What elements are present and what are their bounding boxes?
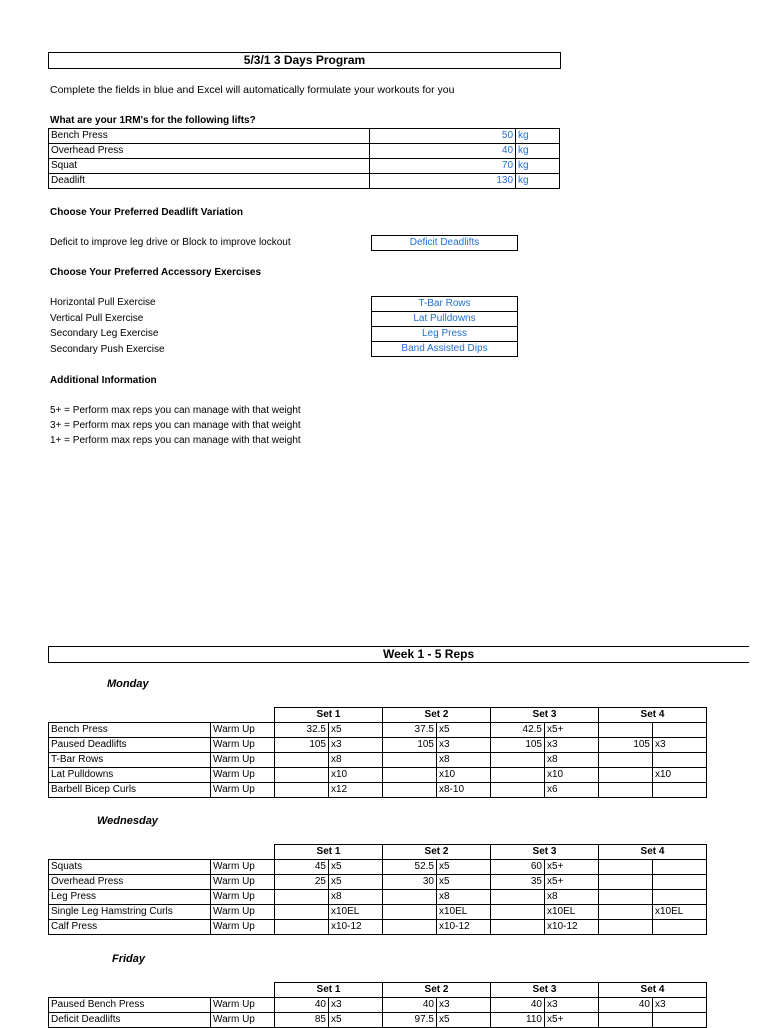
set-weight: 42.5: [491, 723, 545, 738]
header-blank: [49, 845, 211, 860]
set-weight: 45: [275, 860, 329, 875]
exercise-row: [49, 753, 707, 768]
set-reps: x5+: [545, 875, 599, 890]
set-reps: x5: [329, 1013, 383, 1028]
set-reps: x5+: [545, 860, 599, 875]
set-weight: [491, 890, 545, 905]
set-header: Set 3: [491, 845, 599, 860]
set-weight: [383, 753, 437, 768]
rm-value-input[interactable]: 70: [370, 159, 516, 174]
set-weight: [599, 860, 653, 875]
exercise-row: [49, 875, 707, 890]
set-weight: 97.5: [383, 1013, 437, 1028]
set-weight: [383, 768, 437, 783]
week-title: Week 1 - 5 Reps: [383, 647, 475, 661]
set-reps: [653, 1013, 707, 1028]
set-reps: x10-12: [329, 920, 383, 935]
set-reps: x10EL: [329, 905, 383, 920]
day-label: Friday: [112, 953, 146, 965]
exercise-row: [49, 723, 707, 738]
exercise-row: [49, 920, 707, 935]
exercise-name: Single Leg Hamstring Curls: [49, 905, 211, 920]
set-reps: x5: [437, 723, 491, 738]
set-header: Set 4: [599, 983, 707, 998]
exercise-row: [49, 1013, 707, 1028]
set-reps: [653, 920, 707, 935]
warmup-cell: Warm Up: [211, 783, 275, 798]
set-weight: 40: [599, 998, 653, 1013]
set-weight: [599, 783, 653, 798]
set-reps: x12: [329, 783, 383, 798]
exercise-name: Barbell Bicep Curls: [49, 783, 211, 798]
rm-lift: Deadlift: [49, 174, 370, 189]
set-header: Set 2: [383, 708, 491, 723]
set-weight: [275, 920, 329, 935]
intro-text: Complete the fields in blue and Excel will automatically formulate your workouts for you: [50, 84, 455, 96]
note-line: 1+ = Perform max reps you can manage with that weight: [50, 435, 301, 446]
set-weight: [599, 768, 653, 783]
set-weight: 110: [491, 1013, 545, 1028]
accessory-label: Horizontal Pull Exercise: [50, 297, 156, 308]
set-reps: x8: [329, 753, 383, 768]
rm-row: [49, 159, 560, 174]
day-label: Wednesday: [97, 815, 158, 827]
accessory-select[interactable]: Band Assisted Dips: [372, 342, 518, 357]
day-table: [48, 707, 707, 798]
set-reps: x3: [653, 998, 707, 1013]
set-weight: 40: [275, 998, 329, 1013]
accessory-label: Secondary Leg Exercise: [50, 328, 159, 340]
set-reps: x3: [545, 998, 599, 1013]
header-blank: [211, 983, 275, 998]
set-weight: [275, 768, 329, 783]
note-line: 5+ = Perform max reps you can manage with that weight: [50, 405, 301, 416]
program-title: 5/3/1 3 Days Program: [48, 52, 561, 69]
set-weight: 32.5: [275, 723, 329, 738]
rm-value-input[interactable]: 40: [370, 144, 516, 159]
deadlift-prompt: Deficit to improve leg drive or Block to improve lockout: [50, 237, 291, 248]
set-reps: [653, 860, 707, 875]
set-header: Set 1: [275, 845, 383, 860]
accessory-label: Secondary Push Exercise: [50, 344, 165, 356]
exercise-name: Deficit Deadlifts: [49, 1013, 211, 1028]
set-reps: x10: [653, 768, 707, 783]
accessory-select-group: [371, 296, 518, 357]
set-reps: [653, 753, 707, 768]
set-weight: [275, 890, 329, 905]
warmup-cell: Warm Up: [211, 920, 275, 935]
set-reps: [653, 890, 707, 905]
exercise-row: [49, 890, 707, 905]
set-reps: x8: [329, 890, 383, 905]
set-reps: x5: [329, 860, 383, 875]
set-header: Set 3: [491, 708, 599, 723]
note-line: 3+ = Perform max reps you can manage with that weight: [50, 420, 301, 431]
set-reps: x3: [437, 998, 491, 1013]
set-weight: 60: [491, 860, 545, 875]
rm-lift: Overhead Press: [49, 144, 370, 159]
day-label: Monday: [107, 678, 149, 690]
accessory-row: [372, 342, 518, 357]
accessory-row: [372, 312, 518, 327]
set-reps: x10-12: [545, 920, 599, 935]
set-reps: x5+: [545, 1013, 599, 1028]
exercise-name: Bench Press: [49, 723, 211, 738]
rm-unit: kg: [516, 159, 560, 174]
set-weight: 30: [383, 875, 437, 890]
header-blank: [211, 708, 275, 723]
set-header: Set 2: [383, 845, 491, 860]
set-weight: [599, 753, 653, 768]
deadlift-variation-select[interactable]: Deficit Deadlifts: [371, 235, 518, 251]
rm-unit: kg: [516, 174, 560, 189]
accessory-row: [372, 297, 518, 312]
set-weight: 105: [599, 738, 653, 753]
warmup-cell: Warm Up: [211, 1013, 275, 1028]
set-header: Set 2: [383, 983, 491, 998]
warmup-cell: Warm Up: [211, 723, 275, 738]
exercise-name: Lat Pulldowns: [49, 768, 211, 783]
set-reps: x10EL: [653, 905, 707, 920]
set-weight: 52.5: [383, 860, 437, 875]
set-reps: x8: [545, 753, 599, 768]
warmup-cell: Warm Up: [211, 753, 275, 768]
set-reps: x5: [437, 1013, 491, 1028]
set-header: Set 3: [491, 983, 599, 998]
header-blank: [49, 708, 211, 723]
set-header-row: [49, 708, 707, 723]
accessory-label: Vertical Pull Exercise: [50, 312, 144, 324]
warmup-cell: Warm Up: [211, 768, 275, 783]
set-reps: x5: [329, 875, 383, 890]
set-weight: [599, 723, 653, 738]
set-weight: [491, 920, 545, 935]
warmup-cell: Warm Up: [211, 890, 275, 905]
set-weight: 40: [383, 998, 437, 1013]
accessory-select[interactable]: Leg Press: [372, 327, 518, 342]
header-blank: [211, 845, 275, 860]
set-weight: [275, 905, 329, 920]
rm-lift: Squat: [49, 159, 370, 174]
exercise-row: [49, 998, 707, 1013]
set-reps: x3: [329, 998, 383, 1013]
week-title-box: [48, 646, 749, 663]
accessory-heading: Choose Your Preferred Accessory Exercises: [50, 267, 262, 278]
set-weight: [599, 875, 653, 890]
set-weight: [491, 905, 545, 920]
set-reps: x8: [437, 753, 491, 768]
set-header-row: [49, 983, 707, 998]
rm-row: [49, 144, 560, 159]
set-weight: 40: [491, 998, 545, 1013]
set-weight: [599, 890, 653, 905]
set-header: Set 1: [275, 983, 383, 998]
set-weight: 105: [275, 738, 329, 753]
set-reps: x10: [437, 768, 491, 783]
set-header: Set 1: [275, 708, 383, 723]
rm-table: [48, 128, 560, 189]
set-reps: x10: [329, 768, 383, 783]
exercise-row: [49, 738, 707, 753]
exercise-row: [49, 905, 707, 920]
accessory-select[interactable]: T-Bar Rows: [372, 297, 518, 312]
set-weight: [599, 905, 653, 920]
exercise-name: Squats: [49, 860, 211, 875]
set-reps: x8-10: [437, 783, 491, 798]
exercise-row: [49, 860, 707, 875]
warmup-cell: Warm Up: [211, 738, 275, 753]
set-reps: x3: [329, 738, 383, 753]
warmup-cell: Warm Up: [211, 875, 275, 890]
set-reps: [653, 723, 707, 738]
set-reps: x8: [437, 890, 491, 905]
additional-heading: Additional Information: [50, 375, 157, 386]
exercise-row: [49, 783, 707, 798]
set-weight: [491, 768, 545, 783]
warmup-cell: Warm Up: [211, 860, 275, 875]
set-reps: x8: [545, 890, 599, 905]
accessory-row: [372, 327, 518, 342]
exercise-name: Calf Press: [49, 920, 211, 935]
set-reps: x3: [437, 738, 491, 753]
rm-unit: kg: [516, 129, 560, 144]
exercise-row: [49, 768, 707, 783]
day-table: [48, 982, 707, 1028]
set-weight: [275, 783, 329, 798]
deadlift-heading: Choose Your Preferred Deadlift Variation: [50, 207, 244, 218]
warmup-cell: Warm Up: [211, 998, 275, 1013]
set-reps: x5: [437, 860, 491, 875]
set-header: Set 4: [599, 708, 707, 723]
exercise-name: Paused Bench Press: [49, 998, 211, 1013]
set-weight: 25: [275, 875, 329, 890]
set-header-row: [49, 845, 707, 860]
set-weight: 105: [491, 738, 545, 753]
rm-row: [49, 129, 560, 144]
set-weight: 35: [491, 875, 545, 890]
set-weight: [383, 890, 437, 905]
set-reps: x5: [329, 723, 383, 738]
rm-question: What are your 1RM's for the following lifts?: [50, 115, 256, 126]
set-reps: x3: [545, 738, 599, 753]
set-reps: x10: [545, 768, 599, 783]
set-reps: x5: [437, 875, 491, 890]
set-reps: x10-12: [437, 920, 491, 935]
warmup-cell: Warm Up: [211, 905, 275, 920]
exercise-name: T-Bar Rows: [49, 753, 211, 768]
set-weight: [599, 920, 653, 935]
set-reps: x6: [545, 783, 599, 798]
set-header: Set 4: [599, 845, 707, 860]
set-reps: [653, 875, 707, 890]
rm-value-input[interactable]: 50: [370, 129, 516, 144]
set-weight: 37.5: [383, 723, 437, 738]
rm-unit: kg: [516, 144, 560, 159]
rm-row: [49, 174, 560, 189]
set-weight: 105: [383, 738, 437, 753]
set-reps: x3: [653, 738, 707, 753]
day-table: [48, 844, 707, 935]
accessory-select[interactable]: Lat Pulldowns: [372, 312, 518, 327]
rm-lift: Bench Press: [49, 129, 370, 144]
set-weight: 85: [275, 1013, 329, 1028]
set-weight: [491, 753, 545, 768]
set-weight: [599, 1013, 653, 1028]
set-reps: [653, 783, 707, 798]
set-reps: x10EL: [437, 905, 491, 920]
exercise-name: Leg Press: [49, 890, 211, 905]
set-weight: [383, 905, 437, 920]
header-blank: [49, 983, 211, 998]
exercise-name: Paused Deadlifts: [49, 738, 211, 753]
set-reps: x5+: [545, 723, 599, 738]
set-weight: [383, 783, 437, 798]
set-weight: [491, 783, 545, 798]
set-weight: [383, 920, 437, 935]
set-weight: [275, 753, 329, 768]
rm-value-input[interactable]: 130: [370, 174, 516, 189]
set-reps: x10EL: [545, 905, 599, 920]
exercise-name: Overhead Press: [49, 875, 211, 890]
